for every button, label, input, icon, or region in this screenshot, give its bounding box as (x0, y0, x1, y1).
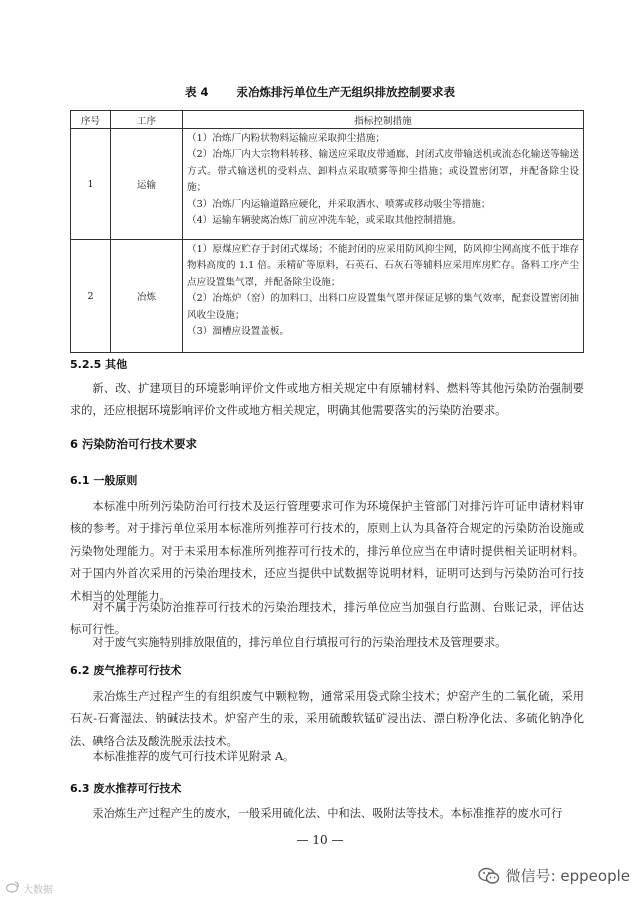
wechat-icon (478, 867, 500, 885)
section-6-3-heading: 6.3 废水推荐可行技术 (70, 782, 182, 795)
section-6-2-paragraph-1: 汞冶炼生产过程产生的有组织废气中颗粒物，通常采用袋式除尘技术；炉窑产生的二氧化硫，采用石灰-石膏湿法、钠碱法技术。炉窑产生的汞，采用硫酸软锰矿浸出法、漂白粉净化法、多硫化钠净化法、碘络合法及酸洗脱汞法技术。 (70, 690, 584, 748)
section-6-2-heading: 6.2 废气推荐可行技术 (70, 664, 182, 677)
measure-item: （3）冶炼厂内运输道路应硬化，并采取洒水、喷雾或移动吸尘等措施； (187, 198, 491, 210)
header-measures: 指标控制措施 (183, 111, 584, 129)
emission-control-table (70, 110, 584, 353)
row-number: 2 (71, 240, 111, 353)
weibo-icon (6, 881, 20, 896)
measure-item: （2）冶炼炉（窑）的加料口、出料口应设置集气罩并保证足够的集气效率，配套设置密闭抽风收尘设施； (187, 293, 579, 321)
measure-item: （1）冶炼厂内粉状物料运输应采取抑尘措施； (187, 133, 385, 144)
row-measures (183, 240, 584, 353)
section-6-2-paragraph-2: 本标准推荐的废气可行技术详见附录 A。 (92, 750, 295, 763)
section-6-heading: 6 污染防治可行技术要求 (70, 437, 198, 451)
section-6-1-paragraph-2: 对不属于污染防治推荐可行技术的污染治理技术，排污单位应当加强自行监测、台账记录，评估达标可行性。 (70, 601, 584, 637)
watermark-right (478, 865, 630, 886)
table-title: 汞冶炼排污单位生产无组织排放控制要求表 (236, 85, 455, 99)
watermark-left-text: 大数据 (23, 885, 53, 896)
section-5-2-5-paragraph: 新、改、扩建项目的环境影响评价文件或地方相关规定中有原辅材料、燃料等其他污染防治强制要求的，还应根据环境影响评价文件或地方相关规定，明确其他需要落实的污染防治要求。 (70, 382, 584, 418)
measure-item: （2）冶炼厂内大宗物料转移、输送应采取皮带通廊、封闭式皮带输送机或流态化输送等输送方式。带式输送机的受料点、卸料点采取喷雾等抑尘措施；或设置密闭罩，并配备除尘设施； (187, 149, 579, 194)
watermark-left (6, 881, 53, 896)
section-6-1-paragraph-1: 本标准中所列污染防治可行技术及运行管理要求可作为环境保护主管部门对排污许可证申请材料审核的参考。对于排污单位采用本标准所列推荐可行技术的，原则上认为具备符合规定的污染防治设施或污染物处理能力。对于未采用本标准所列推荐可行技术的，排污单位应当在申请时提供相关证明材料。对于国内外首次采用的污染治理技术，还应当提供中试数据等说明材料，证明可达到与污染防治可行技术相当的处理能力。 (70, 500, 584, 603)
row-measures (183, 129, 584, 240)
section-6-1-paragraph-3: 对于废气实施特别排放限值的，排污单位自行填报可行的污染治理技术及管理要求。 (92, 636, 507, 649)
row-process: 冶炼 (111, 240, 183, 353)
table-label: 表 4 (184, 85, 209, 99)
table-caption (0, 84, 640, 100)
measure-item: （3）溜槽应设置盖板。 (187, 326, 290, 338)
header-process: 工序 (111, 111, 183, 129)
row-number: 1 (71, 129, 111, 240)
section-6-1-heading: 6.1 一般原则 (70, 474, 138, 487)
table-row (71, 129, 584, 240)
section-5-2-5-heading: 5.2.5 其他 (70, 358, 128, 371)
table-header-row (71, 111, 584, 129)
table-row (71, 240, 584, 353)
header-no: 序号 (71, 111, 111, 129)
page-number: — 10 — (296, 833, 344, 847)
watermark-right-text: 微信号: eppeople (505, 867, 630, 885)
measure-item: （1）原煤应贮存于封闭式煤场；不能封闭的应采用防风抑尘网，防风抑尘网高度不低于堆存物料高度的 1.1 倍。汞精矿等原料，石英石、石灰石等辅料应采用库房贮存。备料工序产尘点应设置集气罩，并配备除尘设施； (187, 244, 579, 288)
section-6-3-paragraph: 汞冶炼生产过程产生的废水，一般采用硫化法、中和法、吸附法等技术。本标准推荐的废水可行 (92, 807, 563, 820)
row-process: 运输 (111, 129, 183, 240)
measure-item: （4）运输车辆驶离冶炼厂前应冲洗车轮，或采取其他控制措施。 (187, 215, 462, 227)
